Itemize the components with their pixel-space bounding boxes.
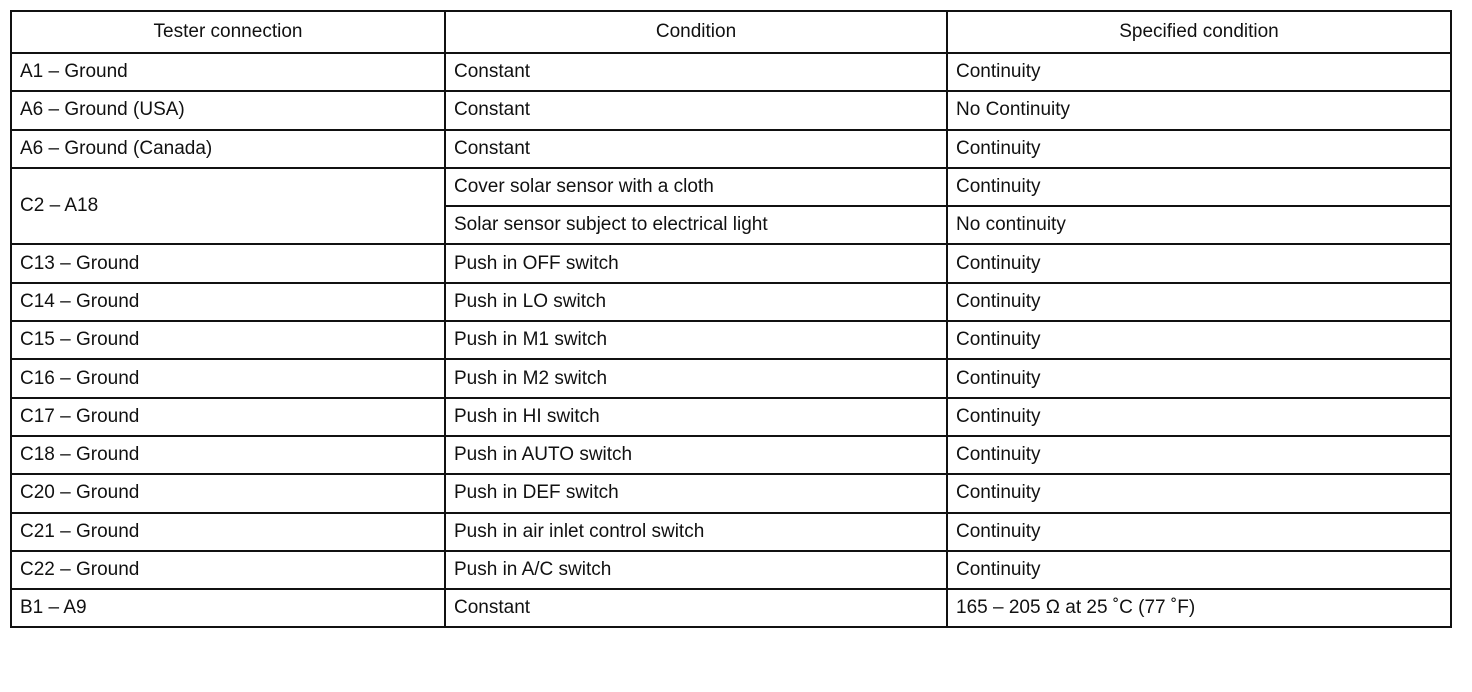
specified-condition-cell: Continuity bbox=[947, 398, 1451, 436]
table-header-row bbox=[11, 11, 1451, 53]
table-row bbox=[11, 283, 1451, 321]
condition-cell: Push in AUTO switch bbox=[445, 436, 947, 474]
table-row bbox=[11, 130, 1451, 168]
specified-condition-cell: Continuity bbox=[947, 168, 1451, 206]
tester-connection-cell: B1 – A9 bbox=[11, 589, 445, 627]
table-row bbox=[11, 513, 1451, 551]
condition-cell: Push in OFF switch bbox=[445, 244, 947, 282]
table-row bbox=[11, 168, 1451, 206]
tester-connection-cell: C13 – Ground bbox=[11, 244, 445, 282]
condition-cell: Cover solar sensor with a cloth bbox=[445, 168, 947, 206]
condition-cell: Constant bbox=[445, 589, 947, 627]
condition-cell: Push in DEF switch bbox=[445, 474, 947, 512]
condition-cell: Push in M2 switch bbox=[445, 359, 947, 397]
tester-connection-cell: C20 – Ground bbox=[11, 474, 445, 512]
condition-cell: Push in A/C switch bbox=[445, 551, 947, 589]
header-tester-connection: Tester connection bbox=[11, 11, 445, 53]
tester-connection-cell: C22 – Ground bbox=[11, 551, 445, 589]
table-row bbox=[11, 91, 1451, 129]
specified-condition-cell: Continuity bbox=[947, 244, 1451, 282]
table-row bbox=[11, 53, 1451, 91]
specified-condition-cell: No continuity bbox=[947, 206, 1451, 244]
specified-condition-cell: Continuity bbox=[947, 53, 1451, 91]
table-row bbox=[11, 359, 1451, 397]
header-condition: Condition bbox=[445, 11, 947, 53]
specified-condition-cell: Continuity bbox=[947, 283, 1451, 321]
condition-cell: Solar sensor subject to electrical light bbox=[445, 206, 947, 244]
specified-condition-cell: 165 – 205 Ω at 25 ˚C (77 ˚F) bbox=[947, 589, 1451, 627]
condition-cell: Push in air inlet control switch bbox=[445, 513, 947, 551]
specified-condition-cell: Continuity bbox=[947, 513, 1451, 551]
table-row bbox=[11, 589, 1451, 627]
condition-cell: Constant bbox=[445, 53, 947, 91]
tester-connection-cell: C18 – Ground bbox=[11, 436, 445, 474]
specified-condition-cell: Continuity bbox=[947, 359, 1451, 397]
table-row bbox=[11, 244, 1451, 282]
header-specified-condition: Specified condition bbox=[947, 11, 1451, 53]
table-row bbox=[11, 474, 1451, 512]
specified-condition-cell: No Continuity bbox=[947, 91, 1451, 129]
specified-condition-cell: Continuity bbox=[947, 436, 1451, 474]
condition-cell: Constant bbox=[445, 91, 947, 129]
tester-connection-cell: C14 – Ground bbox=[11, 283, 445, 321]
table-row bbox=[11, 551, 1451, 589]
table-row bbox=[11, 436, 1451, 474]
condition-cell: Push in LO switch bbox=[445, 283, 947, 321]
tester-connection-cell: C21 – Ground bbox=[11, 513, 445, 551]
specified-condition-cell: Continuity bbox=[947, 551, 1451, 589]
condition-cell: Push in HI switch bbox=[445, 398, 947, 436]
condition-cell: Push in M1 switch bbox=[445, 321, 947, 359]
table-row bbox=[11, 321, 1451, 359]
condition-cell: Constant bbox=[445, 130, 947, 168]
specified-condition-cell: Continuity bbox=[947, 474, 1451, 512]
specified-condition-cell: Continuity bbox=[947, 321, 1451, 359]
specified-condition-cell: Continuity bbox=[947, 130, 1451, 168]
tester-connection-cell: A6 – Ground (USA) bbox=[11, 91, 445, 129]
table-row bbox=[11, 398, 1451, 436]
tester-connection-cell: C2 – A18 bbox=[11, 168, 445, 245]
tester-connection-cell: A1 – Ground bbox=[11, 53, 445, 91]
tester-connection-cell: C17 – Ground bbox=[11, 398, 445, 436]
tester-connection-cell: C16 – Ground bbox=[11, 359, 445, 397]
tester-connection-table bbox=[10, 10, 1452, 628]
tester-connection-cell: C15 – Ground bbox=[11, 321, 445, 359]
tester-connection-cell: A6 – Ground (Canada) bbox=[11, 130, 445, 168]
